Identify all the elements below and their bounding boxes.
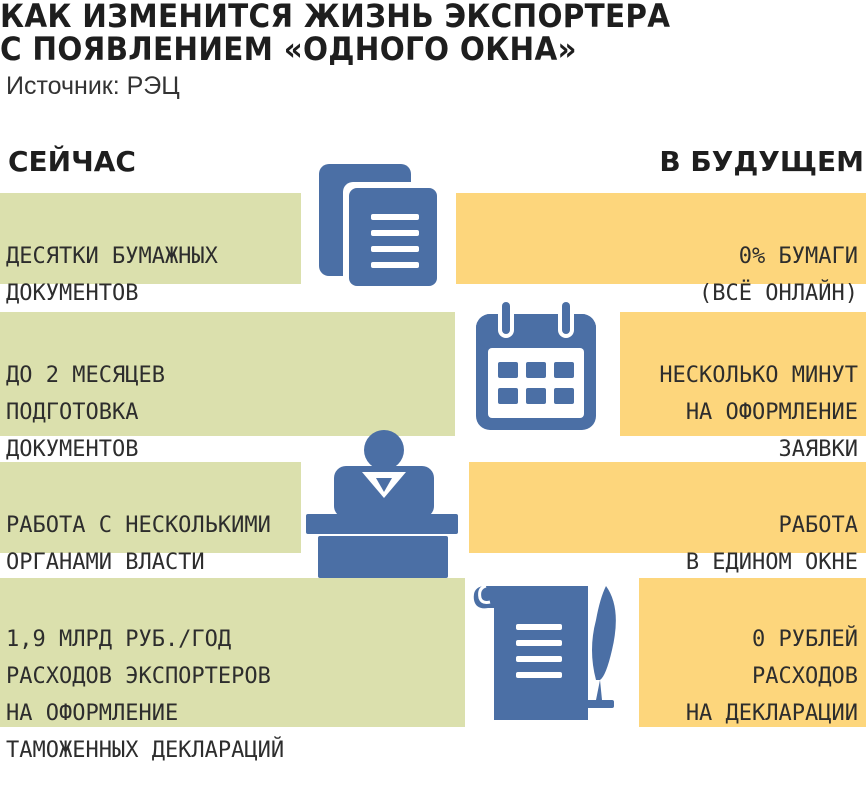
future-text-single-window: РАБОТА В ЕДИНОМ ОКНЕ [685,513,858,575]
infographic-title: КАК ИЗМЕНИТСЯ ЖИЗНЬ ЭКСПОРТЕРА С ПОЯВЛЕНИЕМ «ОДНОГО ОКНА» [0,0,671,68]
now-box-paper-documents [0,193,301,306]
now-box-customs-costs [0,578,465,763]
now-box-several-authorities [0,462,301,575]
column-heading-now: СЕЙЧАС [8,145,136,178]
source-note: Источник: РЭЦ [6,72,180,100]
future-box-paperless [456,193,866,306]
future-box-few-minutes [620,312,866,462]
now-text-two-months: ДО 2 МЕСЯЦЕВ ПОДГОТОВКА ДОКУМЕНТОВ [6,363,165,462]
column-heading-future: В БУДУЩЕМ [659,145,864,178]
documents-icon [315,162,447,290]
now-text-paper-documents: ДЕСЯТКИ БУМАЖНЫХ ДОКУМЕНТОВ [6,244,218,306]
calendar-icon [468,296,604,436]
future-text-few-minutes: НЕСКОЛЬКО МИНУТ НА ОФОРМЛЕНИЕ ЗАЯВКИ [659,363,858,462]
scroll-quill-icon [470,580,630,727]
now-text-customs-costs: 1,9 МЛРД РУБ./ГОД РАСХОДОВ ЭКСПОРТЕРОВ НА ОФОРМЛЕНИЕ ТАМОЖЕННЫХ ДЕКЛАРАЦИЙ [6,627,285,763]
now-box-two-months [0,312,455,462]
future-box-single-window [469,462,866,575]
future-text-paperless: 0% БУМАГИ (ВСЁ ОНЛАЙН) [699,244,858,306]
official-at-desk-icon [306,428,458,578]
future-box-zero-costs [639,578,866,727]
now-text-several-authorities: РАБОТА С НЕСКОЛЬКИМИ ОРГАНАМИ ВЛАСТИ [6,513,271,575]
future-text-zero-costs: 0 РУБЛЕЙ РАСХОДОВ НА ДЕКЛАРАЦИИ [685,627,858,726]
